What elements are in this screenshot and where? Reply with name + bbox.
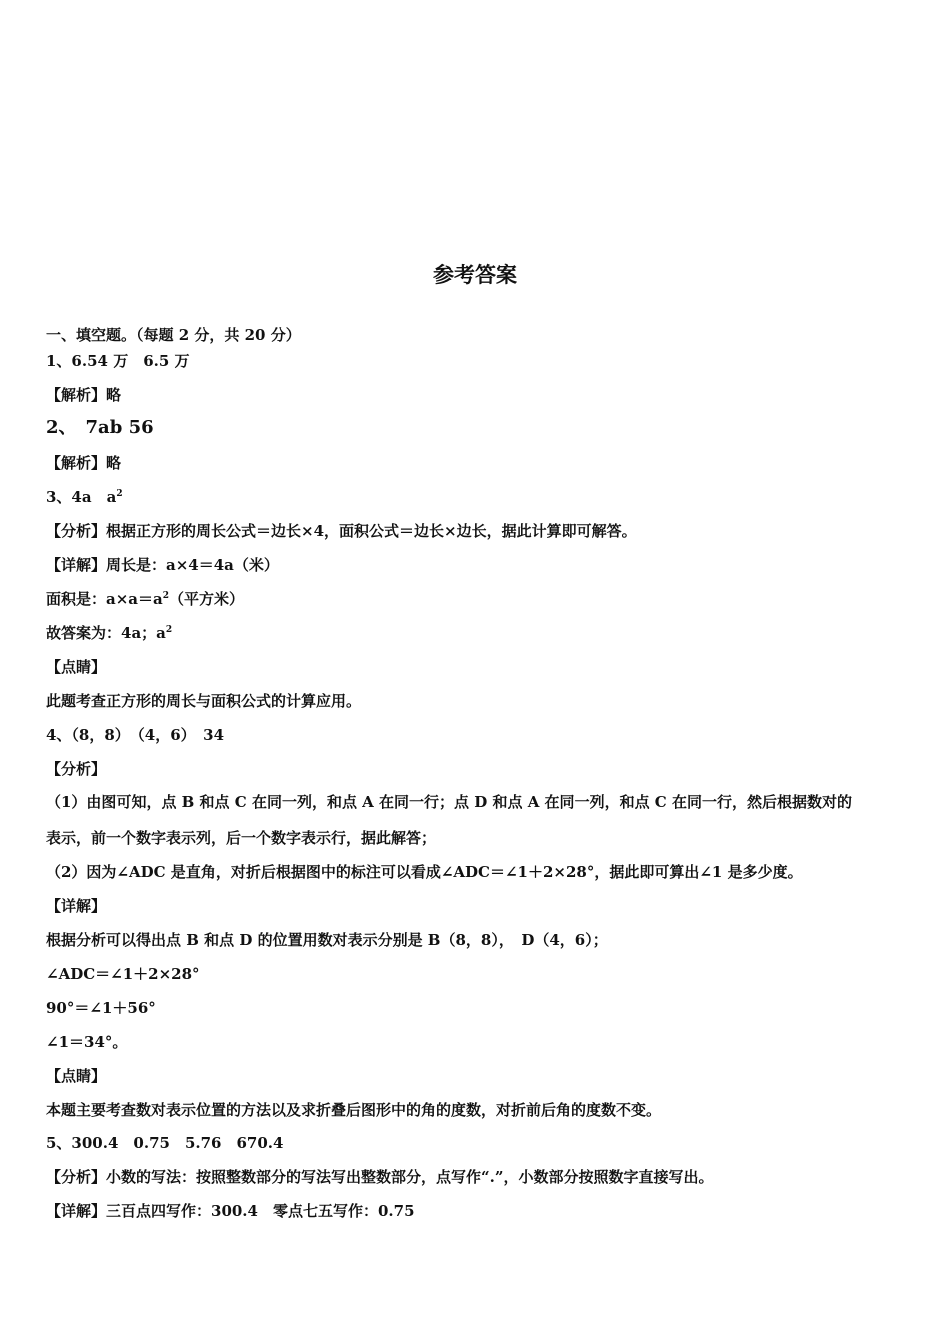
- analysis-3: 【分析】根据正方形的周长公式＝边长×4，面积公式＝边长×边长，据此计算即可解答。: [46, 522, 637, 540]
- page-title: 参考答案: [433, 262, 517, 287]
- tip-3-label: 【点睛】: [46, 658, 107, 676]
- analysis-1: 【解析】略: [46, 386, 122, 404]
- detail-3: 【详解】周长是：a×4＝4a（米）: [46, 556, 279, 574]
- tip-4-label: 【点睛】: [46, 1067, 107, 1085]
- analysis-2: 【解析】略: [46, 454, 122, 472]
- detail-3-area-text: 面积是：a×a＝a: [46, 590, 163, 608]
- equation-1: ∠ADC＝∠1＋2×28°: [46, 965, 200, 983]
- conclusion-3-text: 故答案为：4a；a: [46, 624, 166, 642]
- superscript: 2: [165, 625, 173, 635]
- tip-4: 本题主要考查数对表示位置的方法以及求折叠后图形中的角的度数，对折前后角的度数不变。: [46, 1101, 662, 1119]
- equation-2: 90°＝∠1＋56°: [46, 999, 156, 1017]
- answer-3-text: 3、4a a: [46, 488, 117, 506]
- equation-3: ∠1＝34°。: [46, 1033, 128, 1051]
- detail-5: 【详解】三百点四写作：300.4 零点七五写作：0.75: [46, 1202, 415, 1220]
- section-heading: 一、填空题。（每题 2 分，共 20 分）: [46, 326, 301, 344]
- tip-3: 此题考查正方形的周长与面积公式的计算应用。: [46, 692, 362, 710]
- superscript: 2: [116, 489, 123, 499]
- analysis-4-part2: （2）因为∠ADC 是直角，对折后根据图中的标注可以看成∠ADC＝∠1＋2×28°，据此即可算出∠1 是多少度。: [46, 863, 803, 881]
- answer-1: 1、6.54 万 6.5 万: [46, 352, 190, 370]
- answer-3: [46, 487, 916, 507]
- answer-2: 2、 7ab 56: [46, 417, 154, 438]
- analysis-4-part1: （1）由图可知，点 B 和点 C 在同一列，和点 A 在同一行；点 D 和点 A 在同一列，和点 C 在同一行，然后根据数对的: [46, 793, 852, 811]
- analysis-4-part1-cont: 表示，前一个数字表示列，后一个数字表示行，据此解答；: [46, 829, 437, 847]
- detail-3-area-unit: （平方米）: [169, 590, 245, 608]
- detail-4: 根据分析可以得出点 B 和点 D 的位置用数对表示分别是 B（8，8）， D（4，6）；: [46, 931, 608, 949]
- conclusion-3: [46, 623, 916, 643]
- analysis-5: 【分析】小数的写法：按照整数部分的写法写出整数部分，点写作“.”，小数部分按照数字直接写出。: [46, 1168, 714, 1186]
- superscript: 2: [162, 591, 169, 601]
- analysis-4-label: 【分析】: [46, 760, 107, 778]
- detail-3-area: [46, 589, 916, 609]
- answer-4: 4、（8，8） （4，6） 34: [46, 726, 225, 744]
- detail-4-label: 【详解】: [46, 897, 107, 915]
- answer-5: 5、300.4 0.75 5.76 670.4: [46, 1134, 284, 1152]
